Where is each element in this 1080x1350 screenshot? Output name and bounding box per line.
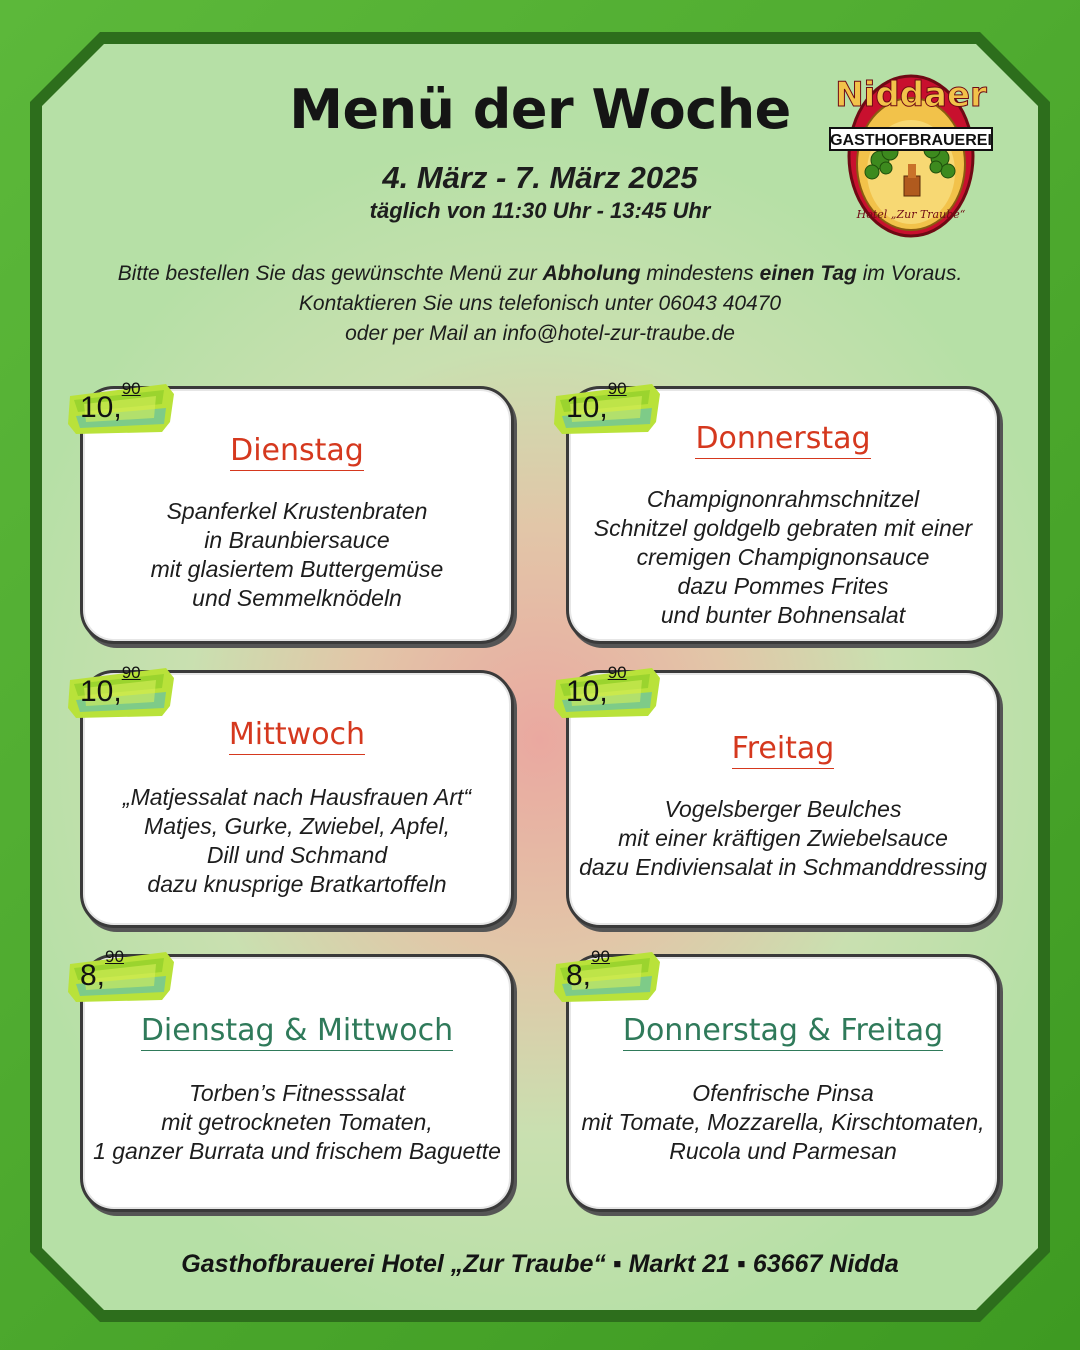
price-value: 8,90 (566, 947, 610, 992)
order-info-line-1: Bitte bestellen Sie das gewünschte Menü zur Abholung mindestens einen Tag im Voraus. (117, 262, 963, 285)
menu-description-line: Spanferkel Krustenbraten (166, 498, 428, 524)
menu-description-line: 1 ganzer Burrata und frischem Baguette (93, 1138, 501, 1164)
menu-description-line: dazu Endiviensalat in Schmanddressing (579, 854, 987, 880)
menu-day-title: Donnerstag & Freitag (569, 1013, 997, 1048)
menu-description (569, 795, 997, 882)
price-tag (66, 947, 176, 1000)
date-range: 4. März - 7. März 2025 (382, 160, 698, 195)
order-info-email: oder per Mail an info@hotel-zur-traube.de (345, 322, 735, 345)
price-value: 8,90 (80, 947, 124, 992)
menu-description-line: mit Tomate, Mozzarella, Kirschtomaten, (581, 1109, 985, 1135)
logo-sub-text: Hotel „Zur Traube“ (856, 208, 966, 221)
menu-day-title: Dienstag (83, 433, 511, 468)
menu-description-line: Torben’s Fitnesssalat (188, 1080, 406, 1106)
menu-description-line: dazu Pommes Frites (677, 573, 889, 599)
price-value: 10,90 (80, 663, 141, 708)
menu-description-line: Dill und Schmand (206, 842, 388, 868)
page-title: Menü der Woche (289, 78, 791, 141)
menu-description-line: Matjes, Gurke, Zwiebel, Apfel, (144, 813, 450, 839)
price-tag (66, 379, 176, 432)
logo-banner-text: GASTHOFBRAUEREI (830, 132, 992, 149)
menu-description-line: und bunter Bohnensalat (660, 602, 906, 628)
menu-description-line: Rucola und Parmesan (669, 1138, 897, 1164)
menu-description (83, 783, 511, 899)
menu-description-line: mit glasiertem Buttergemüse (150, 556, 444, 582)
menu-description (83, 1079, 511, 1166)
price-tag (66, 663, 176, 716)
menu-description-line: Champignonrahmschnitzel (646, 486, 920, 512)
menu-description-line: mit getrockneten Tomaten, (161, 1109, 433, 1135)
menu-description (569, 485, 997, 630)
price-value: 10,90 (566, 379, 627, 424)
menu-day-title: Dienstag & Mittwoch (83, 1013, 511, 1048)
menu-day-title: Mittwoch (83, 717, 511, 752)
order-info (0, 259, 1080, 349)
price-value: 10,90 (80, 379, 141, 424)
order-info-phone: Kontaktieren Sie uns telefonisch unter 06043 40470 (298, 292, 782, 315)
menu-description (83, 497, 511, 613)
menu-description-line: dazu knusprige Bratkartoffeln (147, 871, 447, 897)
price-tag (552, 379, 662, 432)
price-value: 10,90 (566, 663, 627, 708)
menu-description-line: Vogelsberger Beulches (664, 796, 902, 822)
price-tag (552, 947, 662, 1000)
logo-name-text: Niddaer (835, 75, 987, 115)
menu-description (569, 1079, 997, 1166)
opening-hours: täglich von 11:30 Uhr - 13:45 Uhr (369, 198, 711, 223)
menu-description-line: in Braunbiersauce (204, 527, 390, 553)
menu-description-line: Schnitzel goldgelb gebraten mit einer (593, 515, 973, 541)
menu-description-line: mit einer kräftigen Zwiebelsauce (618, 825, 948, 851)
menu-description-line: cremigen Champignonsauce (636, 544, 930, 570)
menu-description-line: Ofenfrische Pinsa (692, 1080, 874, 1106)
brewery-logo (828, 68, 994, 240)
menu-day-title: Donnerstag (569, 421, 997, 456)
menu-description-line: und Semmelknödeln (192, 585, 402, 611)
menu-day-title: Freitag (569, 731, 997, 766)
footer-address: Gasthofbrauerei Hotel „Zur Traube“ ▪ Markt 21 ▪ 63667 Nidda (181, 1250, 899, 1278)
menu-description-line: „Matjessalat nach Hausfrauen Art“ (122, 784, 472, 810)
price-tag (552, 663, 662, 716)
